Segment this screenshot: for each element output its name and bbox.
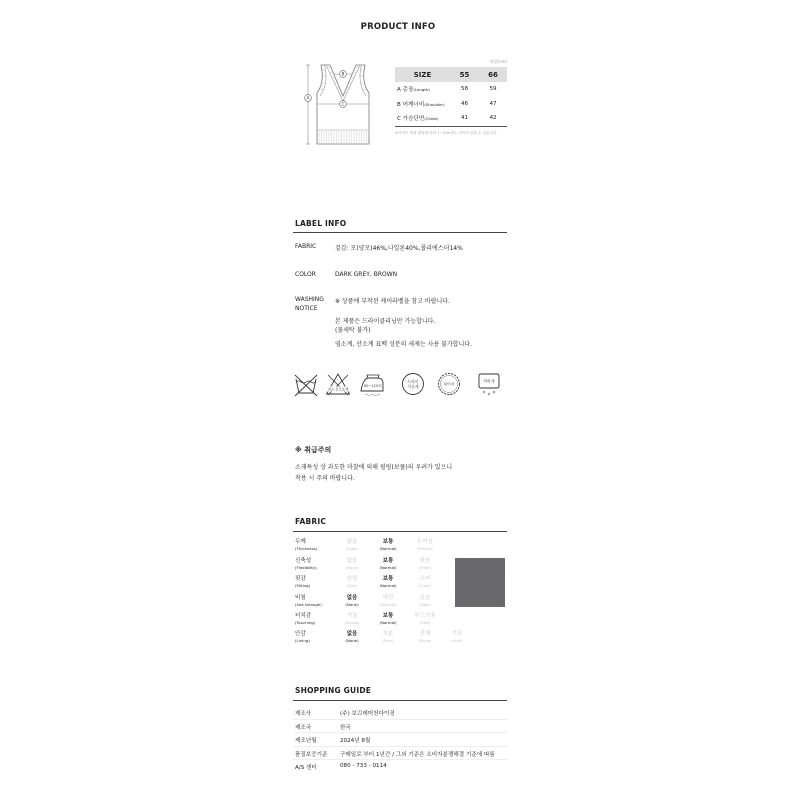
washing-note-2: 본 제품은 드라이클리닝만 가능합니다. [335, 318, 436, 325]
option-en: (Dove) [418, 638, 432, 643]
label-info-divider [293, 232, 507, 233]
guide-value: 2024년 8월 [340, 738, 371, 744]
option-en: (Normal) [379, 601, 397, 607]
fabric-option [334, 613, 370, 626]
color-label: COLOR [295, 271, 316, 278]
caution-line-1: 소재특성 상 과도한 마찰에 의해 필링(보풀)의 우려가 있으니 [295, 464, 453, 471]
caution-line-2: 착용 시 주의 바랍니다. [295, 475, 355, 482]
guide-value: (주) 보끄레머천다이징 [340, 711, 395, 717]
size-value: 58 [460, 86, 469, 93]
size-row-chest [395, 111, 507, 126]
dimension-b [334, 71, 352, 78]
wring-caption: 약하게 [483, 378, 495, 384]
dimension-a [305, 65, 312, 144]
fabric-option [334, 558, 370, 571]
size-row-label [395, 85, 450, 93]
option-ko: 기모 [451, 631, 463, 637]
option-ko: 슬림 [346, 576, 358, 582]
option-ko: 보통 [382, 557, 394, 564]
flat-dry-icon [436, 371, 462, 399]
marker-a: A [306, 96, 310, 102]
size-value: 42 [489, 115, 497, 122]
guide-row-manufacturer [293, 705, 507, 720]
guide-value: 한국 [340, 724, 351, 731]
size-row-name: A 총장 [397, 87, 414, 94]
fabric-option [334, 595, 370, 608]
size-value: 41 [460, 115, 469, 122]
fabric-label-ko: 핏감 [295, 576, 306, 582]
fabric-label-en: (Lining) [295, 638, 310, 643]
option-ko: 보통 [382, 613, 394, 619]
guide-label: 제조사 [295, 711, 312, 717]
option-ko: 오버 [419, 576, 431, 582]
fabric-option [439, 631, 475, 644]
flat-dry-caption: 뉘어서 [443, 381, 455, 387]
fabric-row-thickness [293, 539, 483, 557]
marker-b: B [341, 72, 345, 78]
size-value: 47 [489, 100, 497, 107]
fabric-option [407, 595, 443, 608]
option-en: (Normal) [379, 564, 397, 570]
option-ko: 약간 [382, 594, 394, 601]
option-ko: 있음 [419, 594, 431, 601]
fabric-option [370, 595, 406, 608]
no-bleach-icon [325, 371, 351, 399]
fabric-swatch [455, 558, 505, 607]
guide-label: 제조년월 [295, 738, 317, 744]
size-row-name: C 가슴단면 [397, 116, 425, 123]
fabric-option [370, 631, 406, 644]
option-ko: 얇음 [346, 539, 358, 545]
fabric-label-ko: 신축성 [295, 557, 312, 564]
fabric-label: FABRIC [295, 243, 317, 250]
fabric-label-ko: 터치감 [295, 613, 312, 619]
fabric-option [370, 558, 406, 571]
option-en: (High) [419, 601, 431, 607]
dry-clean-caption-1: 드라이 [407, 379, 419, 384]
marker-c: C [341, 102, 345, 108]
fabric-option [334, 539, 370, 552]
guide-label: 제조국 [295, 724, 312, 731]
fabric-option [370, 539, 406, 552]
size-table [395, 67, 507, 127]
option-ko: 두꺼움 [416, 539, 434, 545]
washing-note-4: 염소계, 산소계 표백 성분의 세제는 사용 불가합니다. [335, 341, 472, 348]
option-ko: 없음 [346, 631, 358, 637]
label-info-heading: LABEL INFO [295, 219, 347, 228]
option-en: (Normal) [379, 620, 397, 625]
fabric-row-touching [293, 613, 483, 631]
size-row-en: (Chest) [424, 116, 439, 122]
no-water-wash-icon [293, 371, 319, 399]
option-en: (Fluff) [451, 638, 463, 643]
washing-note-1: ※ 상품에 부착된 케어라벨을 참고 바랍니다. [335, 298, 451, 305]
size-row-en: (Shoulder) [424, 101, 445, 107]
wring-gently-icon [476, 371, 502, 399]
guide-value: 구매일로 부터 1년간 / 그외 기준은 소비자분쟁해결 기준에 따름 [340, 751, 495, 758]
size-row-en: (Length) [413, 87, 430, 93]
option-ko: 부분 [382, 631, 394, 637]
fabric-row-lining [293, 631, 483, 649]
option-en: (Part) [382, 638, 394, 643]
fabric-label-en: (Flexibility) [295, 564, 317, 570]
option-en: (Slim) [346, 583, 358, 588]
option-en: (Rough) [344, 620, 360, 625]
guide-row-as-center [293, 759, 507, 773]
washing-label-line1: WASHING [295, 296, 324, 303]
guide-row-manufacture-date [293, 732, 507, 747]
option-en: (Heavy) [417, 546, 433, 551]
fabric-option [407, 539, 443, 552]
fabric-option [407, 631, 443, 644]
iron-icon [359, 371, 385, 399]
shopping-guide-heading: SHOPPING GUIDE [295, 686, 372, 695]
size-note: ※사이즈 측정 방법에 따라 1~3cm정도 차이가 있을 수 있습니다. [395, 131, 498, 135]
fabric-heading: FABRIC [295, 517, 327, 526]
size-66-header: 66 [488, 70, 498, 79]
size-row-label [395, 100, 450, 108]
guide-label: A/S 센터 [295, 765, 317, 771]
fabric-option [407, 576, 443, 589]
fabric-divider [293, 531, 507, 532]
size-table-header [395, 67, 507, 82]
option-ko: 보통 [382, 539, 394, 545]
option-ko: 전체 [419, 631, 431, 637]
option-en: (Normal) [379, 546, 397, 551]
fabric-option [370, 576, 406, 589]
option-ko: 부드러움 [414, 613, 436, 619]
fabric-option [370, 613, 406, 626]
option-en: (Over) [418, 583, 432, 588]
size-header: SIZE [413, 70, 432, 79]
guide-row-country [293, 719, 507, 734]
dry-clean-petroleum-icon [400, 371, 426, 399]
iron-caption: 80~120℃ [364, 384, 382, 388]
size-value: 46 [460, 100, 469, 107]
option-ko: 거침 [346, 613, 358, 619]
size-row-name: B 어깨너비 [397, 101, 425, 108]
guide-row-warranty [293, 746, 507, 761]
fabric-option [407, 558, 443, 571]
option-en: (Normal) [379, 583, 397, 588]
no-bleach-caption: 염소·산소표백 [327, 387, 349, 392]
size-55-header: 55 [459, 70, 470, 79]
caution-heading: ※ 취급주의 [295, 446, 332, 454]
fabric-option [334, 631, 370, 644]
fabric-option [334, 576, 370, 589]
color-value: DARK GREY, BROWN [335, 271, 398, 278]
washing-note-3: (물세탁 불가) [335, 327, 371, 334]
size-row-shoulder [395, 97, 507, 112]
guide-value: 080 - 733 - 0114 [340, 763, 387, 769]
page-title: PRODUCT INFO [360, 22, 436, 32]
option-en: (None) [345, 601, 359, 607]
shopping-guide-divider [293, 700, 507, 701]
option-ko: 없음 [346, 557, 358, 564]
option-ko: 보통 [382, 576, 394, 582]
fabric-label-en: (Thickness) [295, 546, 318, 551]
option-en: (None) [345, 564, 359, 570]
vest-diagram [300, 60, 380, 150]
dry-clean-caption-2: 석유계 [407, 384, 419, 389]
guide-label: 품질보증기준 [295, 751, 328, 758]
option-ko: 없음 [346, 594, 358, 601]
option-en: (Soft) [419, 620, 431, 625]
size-row-length [395, 82, 507, 97]
fabric-label-ko: 두께 [295, 539, 306, 545]
size-value: 59 [489, 86, 497, 93]
fabric-label-ko: 비침 [295, 594, 306, 601]
unit-label: 단위(cm) [490, 59, 507, 64]
fabric-label-en: (See through) [295, 601, 322, 607]
fabric-label-ko: 안감 [295, 631, 306, 637]
option-en: (Light) [345, 546, 359, 551]
size-row-label [395, 114, 450, 122]
fabric-label-en: (Touching) [295, 620, 316, 625]
fabric-label-en: (Fitting) [295, 583, 311, 588]
fabric-option [407, 613, 443, 626]
washing-label-line2: NOTICE [295, 305, 318, 312]
fabric-value: 겉감: 모(양모)46%,나일론40%,폴리에스터14% [335, 245, 463, 252]
option-en: (None) [345, 638, 359, 643]
option-en: (High) [419, 564, 431, 570]
option-ko: 좋음 [419, 557, 431, 564]
